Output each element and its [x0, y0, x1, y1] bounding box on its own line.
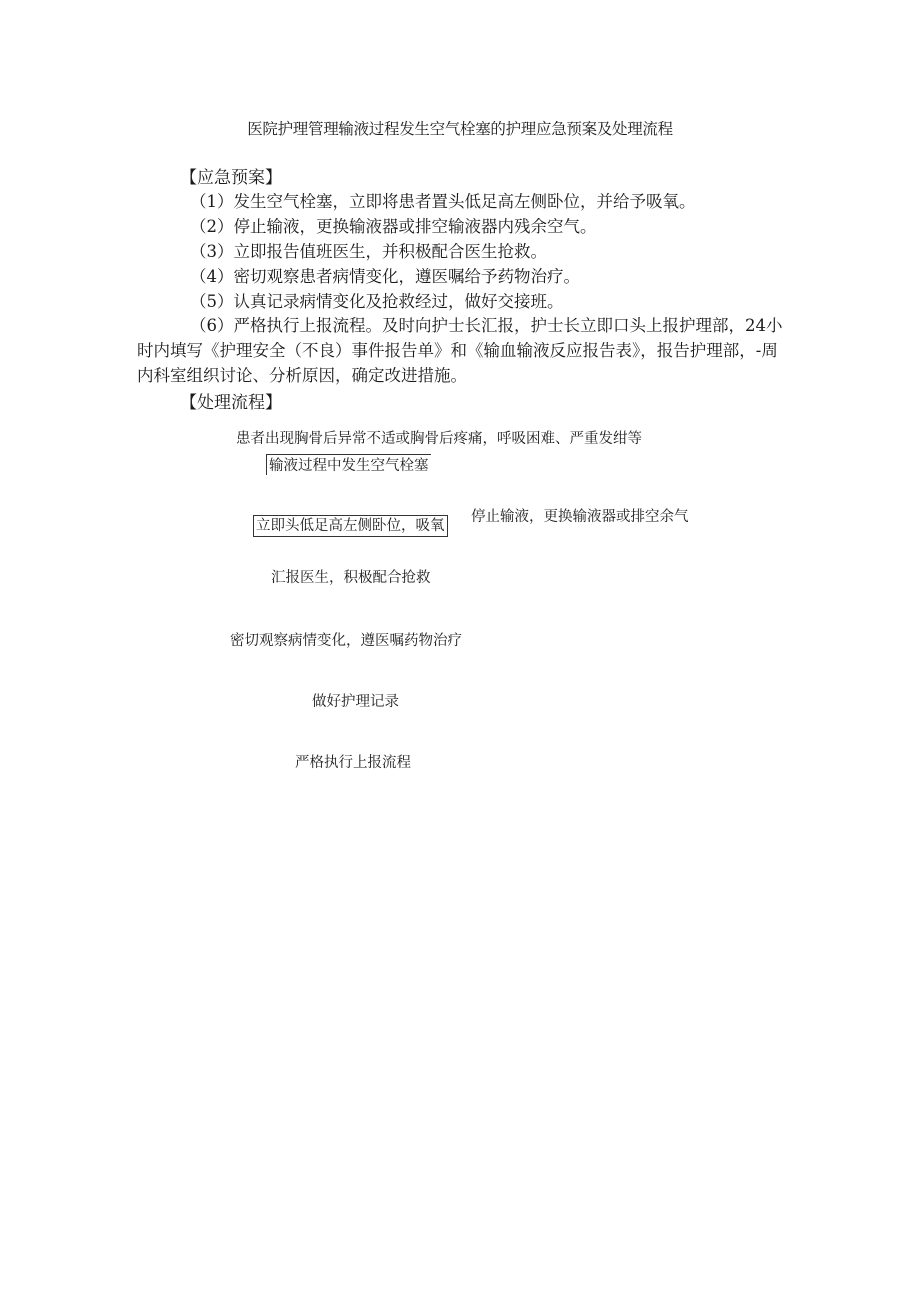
emergency-plan-heading: 【应急预案】 — [180, 168, 282, 188]
flow-step-position: 立即头低足高左侧卧位，吸氧 — [253, 515, 448, 537]
flow-step-symptoms: 患者出现胸骨后异常不适或胸骨后疼痛，呼吸困难、严重发绀等 — [236, 431, 642, 447]
document-title: 医院护理管理输液过程发生空气栓塞的护理应急预案及处理流程 — [247, 120, 673, 138]
flow-step-stop-infusion: 停止输液，更换输液器或排空余气 — [471, 509, 689, 525]
process-heading: 【处理流程】 — [180, 393, 282, 413]
flow-step-report-doctor: 汇报医生，积极配合抢救 — [271, 570, 431, 586]
plan-item-5: （5）认真记录病情变化及抢救经过，做好交接班。 — [190, 292, 564, 311]
plan-item-6: （6）严格执行上报流程。及时向护士长汇报，护士长立即口头上报护理部，24小时内填写《护理安全（不良）事件报告单》和《输血输液反应报告表》，报告护理部，-周内科室组织讨论、分析原因，确定改进措施。 — [137, 316, 783, 385]
flow-step-record: 做好护理记录 — [312, 694, 399, 710]
plan-item-1: （1）发生空气栓塞，立即将患者置头低足高左侧卧位，并给予吸氧。 — [190, 192, 696, 211]
plan-item-2: （2）停止输液，更换输液器或排空输液器内残余空气。 — [190, 217, 597, 236]
flow-step-observe: 密切观察病情变化，遵医嘱药物治疗 — [230, 633, 462, 649]
flow-step-report-process: 严格执行上报流程 — [295, 755, 411, 771]
plan-item-4: （4）密切观察患者病情变化，遵医嘱给予药物治疗。 — [190, 267, 580, 286]
plan-item-3: （3）立即报告值班医生，并积极配合医生抢救。 — [190, 242, 547, 261]
flow-step-embolism: 输液过程中发生空气栓塞 — [266, 454, 431, 475]
